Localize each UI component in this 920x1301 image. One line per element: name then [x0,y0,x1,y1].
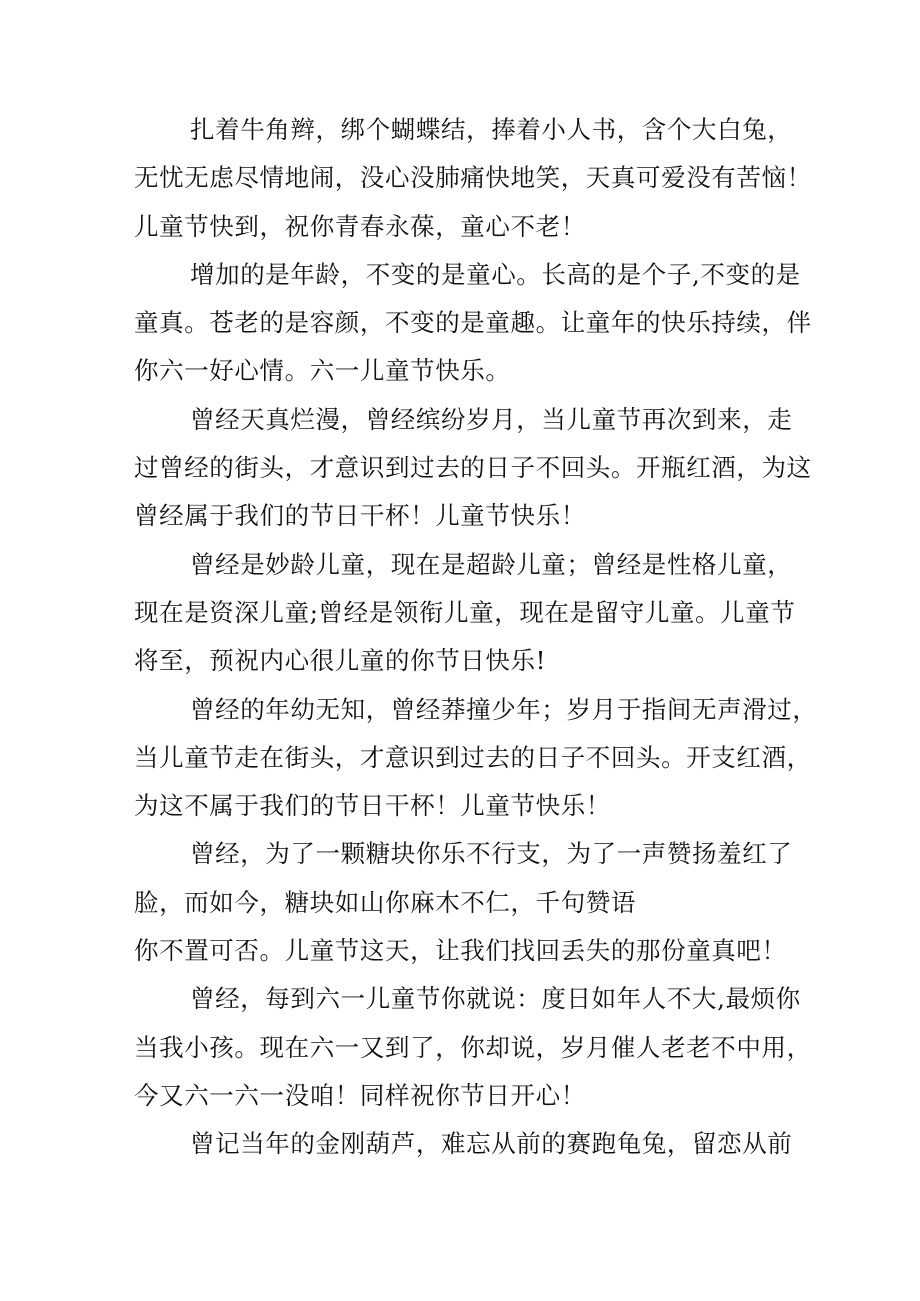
text-line: 当我小孩。现在六一又到了，你却说，岁月催人老老不中用， [134,1032,812,1062]
text-line: 将至，预祝内心很儿童的你节日快乐! [134,646,547,676]
text-line: 脸，而如今，糖块如山你麻木不仁，千句赞语 [134,887,636,917]
paragraph-8 [134,1120,794,1168]
text-line: 扎着牛角辫，绑个蝴蝶结，捧着小人书，含个大白兔， [190,115,793,144]
text-line: 你不置可否。儿童节这天，让我们找回丢失的那份童真吧！ [134,936,787,966]
document-body [134,106,818,1169]
paragraph-5 [134,686,818,831]
text-line: 曾经天真烂漫，曾经缤纷岁月，当儿童节再次到来，走 [190,404,793,434]
paragraph-4 [134,541,794,686]
text-line: 曾记当年的金刚葫芦，难忘从前的赛跑龟兔，留恋从前 [190,1129,793,1159]
text-line: 增加的是年龄，不变的是童心。长高的是个子,不变的是 [190,259,801,289]
paragraph-1 [134,106,812,251]
text-line: 曾经，为了一颗糖块你乐不行支，为了一声赞扬羞红了 [190,839,793,869]
paragraph-7 [134,975,812,1120]
text-line: 过曾经的街头，才意识到过去的日子不回头。开瓶红酒，为这 [134,453,812,483]
paragraph-3 [134,396,812,541]
text-line: 无忧无虑尽情地闹，没心没肺痛快地笑，天真可爱没有苦恼！ [134,163,812,193]
text-line: 当儿童节走在街头，才意识到过去的日子不回头。开支红酒， [134,742,812,772]
paragraph-6 [134,830,794,975]
text-line: 童真。苍老的是容颜，不变的是童趣。让童年的快乐持续，伴 [134,308,812,338]
text-line: 曾经是妙龄儿童，现在是超龄儿童；曾经是性格儿童， [190,549,793,579]
text-line: 曾经属于我们的节日干杯！儿童节快乐！ [134,501,586,531]
text-line: 你六一好心情。六一儿童节快乐。 [134,356,511,386]
text-line: 为这不属于我们的节日干杯！儿童节快乐！ [134,791,611,821]
text-line: 曾经，每到六一儿童节你就说：度日如年人不大,最烦你 [190,984,801,1014]
text-line: 曾经的年幼无知，曾经莽撞少年；岁月于指间无声滑过， [190,694,818,724]
text-line: 现在是资深儿童;曾经是领衔儿童，现在是留守儿童。儿童节 [134,597,796,627]
paragraph-2 [134,251,812,396]
text-line: 今又六一六一没咱！同样祝你节日开心！ [134,1080,586,1110]
text-line: 儿童节快到，祝你青春永葆，童心不老！ [134,211,586,241]
